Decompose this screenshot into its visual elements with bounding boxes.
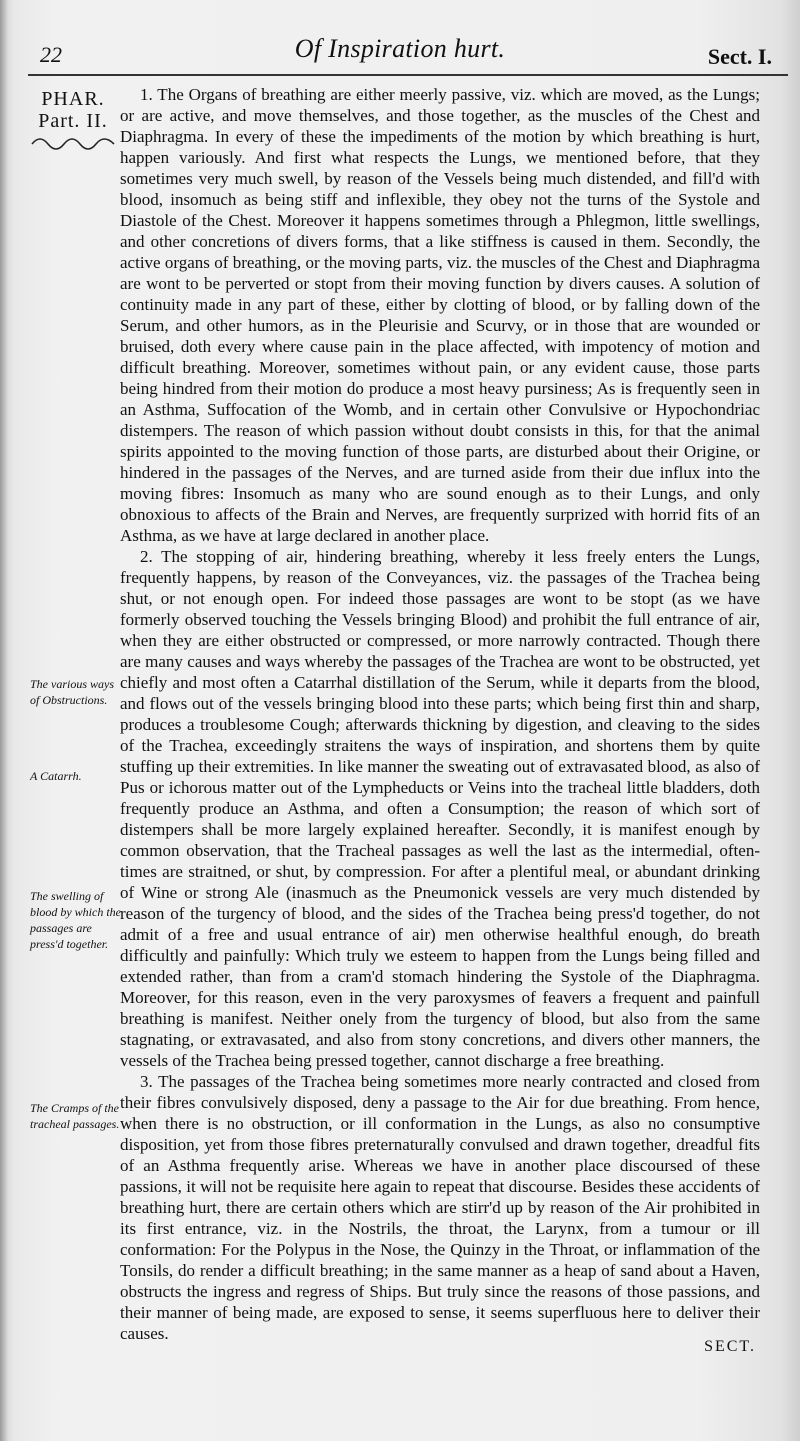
side-note-catarrh: A Catarrh. (30, 769, 82, 783)
running-title: Of Inspiration hurt. (294, 34, 506, 63)
side-note-obstructions: The various ways of Obstructions. (30, 677, 114, 707)
ornament-flourish-icon (30, 132, 116, 156)
side-note-swelling-of-blood: The swelling of blood by which the passages are press'd together. (30, 889, 121, 951)
section-label: Sect. I. (707, 44, 772, 69)
part-label-line2: Part. II. (38, 110, 108, 132)
paragraph-3: 3. The passages of the Trachea being sometimes more nearly contracted and closed from their fibres convulsively disposed, deny a passage to the Air for due breathing. From hence, when there is no obstruction, or ill conformation in the Lungs, as also no consumptive disposition, yet from those fibres preternaturally convulsed and drawn together, dreadful fits of an Asthma frequently arise. Whereas we have in another place discoursed of these passions, it will not be requisite here again to repeat that discourse. Besides these accidents of breathing hurt, there are certain others which are stirr'd up by reason of the Air prohibited in its first entrance, viz. in the Nostrils, the throat, the Larynx, from a tumour or ill conformation: For the Polypus in the Nose, the Quinzy in the Throat, or inflammation of the Tonsils, do render a difficult breathing; in the same manner as a heap of sand about a Haven, obstructs the ingress and regress of Ships. But truly since the reasons of those passions, and their manner of being made, are exposed to sense, it seems superfluous here to deliver their causes. (120, 1072, 760, 1343)
part-label-line1: PHAR. (41, 88, 105, 110)
side-note-cramps: The Cramps of the tracheal passages. (30, 1101, 120, 1131)
catchword: SECT. (704, 1338, 756, 1355)
page-gutter-shadow (0, 0, 8, 1441)
paragraph-2: 2. The stopping of air, hindering breathing, whereby it less freely enters the Lungs, frequently happens, by reason of the Conveyances, viz. the passages of the Trachea being shut, or not enough open. For indeed those passages are wont to be stopt (as we have formerly observed touching the Vessels bringing Blood) and prohibit the full entrance of air, when they are either obstructed or compressed, or more narrowly contracted. Though there are many causes and ways whereby the passages of the Trachea are wont to be obstructed, yet chiefly and most often a Catarrhal distillation of the Serum, while it departs from the blood, and flows out of the vessels bringing blood into these parts; which being first thin and sharp, produces a troublesome Cough; afterwards thickning by digestion, and cleaving to the sides of the Trachea, exceedingly straitens the ways of inspiration, and shortens them by quite stuffing up their extremities. In like manner the sweating out of extravasated blood, as also of Pus or ichorous matter out of the Lympheducts or Veins into the tracheal little bladders, doth frequently produce an Asthma, and often a Consumption; the reason of which sort of distempers shall be more largely explained hereafter. Secondly, it is manifest enough by common observation, that the Tracheal passages as well the last as the intermedial, often-times are straitned, or shut, by compression. For after a plentiful meal, or abundant drinking of Wine or strong Ale (inasmuch as the Pneumonick vessels are very much distended by reason of the turgency of blood, and the sides of the Trachea being press'd together, do not admit of a free and usual entrance of air) men otherwise healthful enough, do breath difficultly and painfully: Which truly we esteem to happen from the Lungs being filled and extended rather, than from a cram'd stomach hindering the Systole of the Diaphragma. Moreover, for this reason, even in the very paroxysmes of feavers a frequent and painfull breathing is manifest. Neither onely from the turgency of blood, but also from the same stagnating, or extravasated, and also from stony concretions, and divers other manners, the vessels of the Trachea being pressed together, cannot discharge a free breathing. (120, 547, 760, 1070)
main-text (120, 84, 760, 1344)
part-label (30, 88, 116, 132)
paragraph-1: 1. The Organs of breathing are either meerly passive, viz. which are moved, as the Lungs; or are active, and move themselves, and those together, as the muscles of the Chest and Diaphragma. In every of these the impediments of the motion by which breathing is hurt, happen variously. And first what respects the Lungs, we mentioned before, that they sometimes very much swell, by reason of the Vessels being much distended, and fill'd with blood, insomuch as being stiff and inflexible, they obey not the turns of the Systole and Diastole of the Chest. Moreover it happens sometimes through a Phlegmon, little swellings, and other concretions of divers forms, that a like stiffness is caused in them. Secondly, the active organs of breathing, or the moving parts, viz. the muscles of the Chest and Diaphragma are wont to be perverted or stopt from their moving function by divers causes. A solution of continuity made in any part of these, either by clotting of blood, or by falling down of the Serum, and other humors, as in the Pleurisie and Scurvy, or in those that are wounded or bruised, doth every where cause pain in the place affected, with impotency of motion and difficult breathing. Moreover, sometimes without pain, or any evident cause, those parts being hindred from their motion do produce a most heavy pursiness; As is frequently seen in an Asthma, Suffocation of the Womb, and in certain other Convulsive or Hypochondriac distempers. The reason of which passion without doubt consists in this, for that the animal spirits appointed to the moving function of those parts, are disturbed about their Origine, or hindered in the passages of the Nerves, and are turned aside from their due influx into the moving fibres: Insomuch as many who are sound enough as to their Lungs, and only obnoxious to affects of the Brain and Nerves, are frequently surprized with horrid fits of an Asthma, as we have at large declared in another place. (120, 85, 760, 545)
page-number: 22 (40, 42, 62, 67)
header-rule (28, 74, 788, 76)
